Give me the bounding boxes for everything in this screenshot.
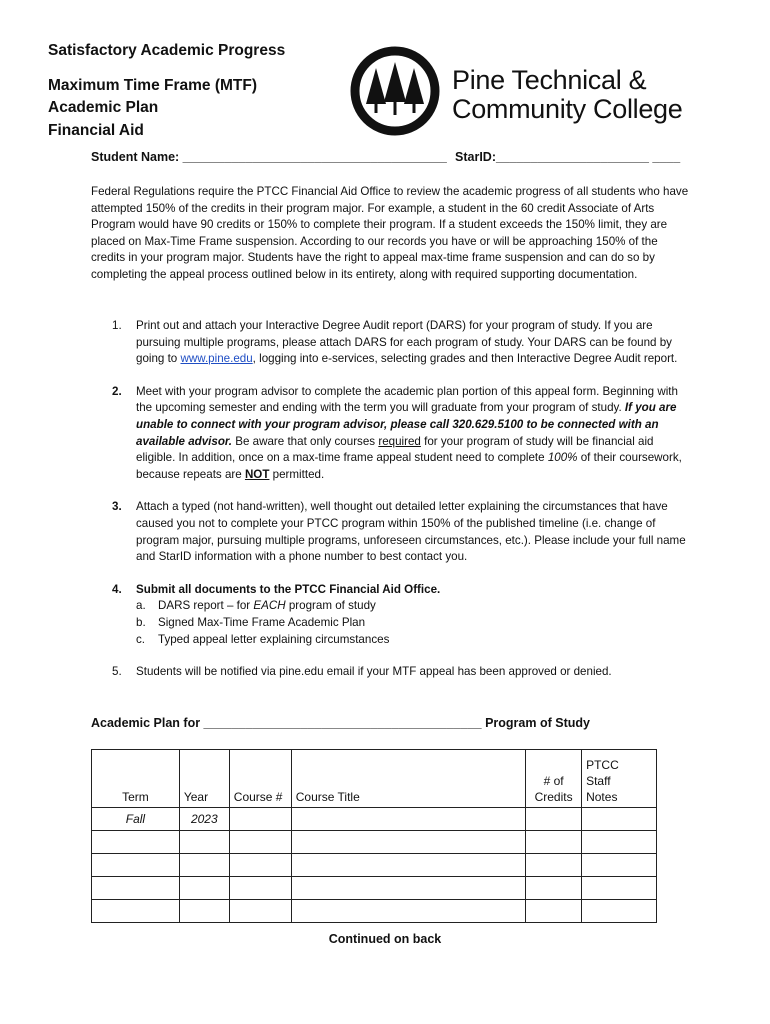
term-cell[interactable]	[92, 854, 180, 877]
item-text: Signed Max-Time Frame Academic Plan	[158, 615, 366, 629]
not-emphasis: NOT	[244, 467, 270, 481]
course-title-cell[interactable]	[291, 808, 525, 831]
percent-emphasis: 100%	[547, 451, 578, 465]
table-header-row	[92, 750, 657, 808]
continued-on-back: Continued on back	[328, 932, 442, 946]
year-cell[interactable]	[179, 877, 229, 900]
notes-cell[interactable]	[582, 854, 657, 877]
academic-plan-heading: Academic Plan for ________________________________________ Program of Study	[91, 716, 590, 730]
step-text: Students will be notified via pine.edu email if your MTF appeal has been approved or denied.	[136, 665, 612, 679]
step-number: 5.	[112, 665, 122, 679]
course-number-cell[interactable]	[229, 831, 291, 854]
course-title-cell[interactable]	[291, 877, 525, 900]
term-cell[interactable]	[92, 900, 180, 923]
starid-field[interactable]: StarID:______________________ ____	[455, 150, 681, 164]
step-number: 4.	[112, 582, 122, 596]
document-checklist	[136, 598, 691, 648]
year-cell[interactable]	[179, 854, 229, 877]
item-label: a.	[136, 599, 146, 613]
notes-header-line: PTCC	[586, 758, 619, 772]
term-header: Term	[92, 750, 180, 808]
step-text: Print out and attach your Interactive Degree Audit report (DARS) for your program of study. If you are pursuing multiple programs, please attach DARS for each program of study. Your DARS can be found by going to	[136, 319, 672, 366]
pine-trees-icon	[350, 46, 440, 136]
credits-header	[526, 750, 582, 808]
course-title-cell[interactable]	[291, 900, 525, 923]
college-name-line2: Community College	[452, 94, 683, 124]
credits-header-line: # of	[543, 774, 564, 788]
step-text: Meet with your program advisor to complete the academic plan portion of this appeal form. Beginning with the upcoming semester and ending with the term you will graduate from your program of study.	[136, 384, 678, 415]
required-emphasis: required	[378, 434, 421, 448]
year-header: Year	[179, 750, 229, 808]
credits-cell[interactable]	[526, 877, 582, 900]
step-1	[91, 318, 691, 368]
credits-cell[interactable]	[526, 900, 582, 923]
pine-edu-link[interactable]: www.pine.edu	[180, 352, 253, 366]
step-text: for your program of study will be financial aid eligible. In addition, once on a max-time frame appeal student need to complete	[136, 434, 654, 465]
course-title-cell[interactable]	[291, 854, 525, 877]
step-text: Submit all documents to the PTCC Financial Aid Office.	[136, 582, 441, 596]
item-label: c.	[136, 632, 146, 646]
notes-cell[interactable]	[582, 877, 657, 900]
table-row	[92, 808, 657, 831]
step-number: 1.	[112, 319, 122, 332]
year-cell[interactable]	[179, 900, 229, 923]
staff-notes-header	[582, 750, 657, 808]
intro-paragraph: Federal Regulations require the PTCC Financial Aid Office to review the academic progress of all students who have attempted 150% of the credits in their program major. For example, a student in the 60 credit Associate of Arts Program would have 90 credits or 150% to complete their program. If a student exceeds the 150% limit, they are placed on Max-Time Frame suspension. According to our records you have or will be approaching 150% of the credits in your program major. Students have the right to appeal max-time frame suspension and can do so by completing the appeal process outlined below in its entirety, along with required supporting documentation.	[91, 185, 689, 281]
table-row	[92, 831, 657, 854]
table-row	[92, 854, 657, 877]
item-text: DARS report – for	[158, 599, 254, 613]
term-cell[interactable]	[92, 831, 180, 854]
credits-cell[interactable]	[526, 831, 582, 854]
college-name	[452, 66, 683, 124]
notes-header-line: Notes	[586, 790, 618, 804]
term-cell[interactable]	[92, 877, 180, 900]
list-item	[136, 632, 691, 649]
college-name-line1: Pine Technical &	[452, 65, 647, 95]
credits-cell[interactable]	[526, 808, 582, 831]
year-cell[interactable]: 2023	[179, 808, 229, 831]
item-text: Typed appeal letter explaining circumstances	[158, 632, 390, 646]
course-title-cell[interactable]	[291, 831, 525, 854]
advisor-phone-note: If you are unable to connect with your program advisor, please call 320.629.5100 to be connected with an available advisor.	[136, 401, 677, 448]
notes-cell[interactable]	[582, 831, 657, 854]
step-5	[91, 664, 691, 681]
aid-title: Financial Aid	[48, 121, 144, 139]
item-text: program of study	[285, 599, 376, 613]
course-number-cell[interactable]	[229, 877, 291, 900]
step-text: of their coursework, because repeats are	[136, 451, 682, 481]
notes-header-line: Staff	[586, 774, 611, 788]
title-block	[48, 40, 285, 142]
step-text: Attach a typed (not hand-written), well thought out detailed letter explaining the circumstances that have caused you not to complete your PTCC program within 150% of the published timeline (i.e. change of program major, pursuing multiple programs, unforeseen circumstances, etc.). Please include your full name and StarID information with a phone number to best contact you.	[136, 500, 686, 564]
sap-title: Satisfactory Academic Progress	[48, 42, 286, 59]
step-number: 3.	[112, 500, 122, 514]
step-number: 2.	[112, 384, 122, 398]
student-name-field[interactable]: Student Name: ______________________________________	[91, 150, 447, 164]
item-label: b.	[136, 615, 146, 629]
mtf-title: Maximum Time Frame (MTF)	[48, 76, 258, 94]
step-text: permitted.	[269, 467, 325, 481]
academic-plan-table	[91, 749, 657, 923]
course-number-cell[interactable]	[229, 900, 291, 923]
credits-cell[interactable]	[526, 854, 582, 877]
term-cell[interactable]: Fall	[92, 808, 180, 831]
step-3	[91, 499, 691, 565]
plan-title: Academic Plan	[48, 99, 159, 116]
each-emphasis: EACH	[253, 599, 286, 613]
year-cell[interactable]	[179, 831, 229, 854]
notes-cell[interactable]	[582, 808, 657, 831]
course-number-cell[interactable]	[229, 808, 291, 831]
step-4	[91, 582, 691, 648]
step-text: Be aware that only courses	[232, 434, 379, 448]
course-number-cell[interactable]	[229, 854, 291, 877]
course-title-header: Course Title	[291, 750, 525, 808]
list-item	[136, 615, 691, 632]
list-item	[136, 598, 691, 615]
table-row	[92, 900, 657, 923]
step-2	[91, 384, 691, 484]
steps-list	[91, 318, 691, 697]
course-number-header: Course #	[229, 750, 291, 808]
notes-cell[interactable]	[582, 900, 657, 923]
table-row	[92, 877, 657, 900]
credits-header-line: Credits	[534, 790, 573, 804]
step-text: , logging into e-services, selecting grades and then Interactive Degree Audit report.	[252, 352, 678, 366]
